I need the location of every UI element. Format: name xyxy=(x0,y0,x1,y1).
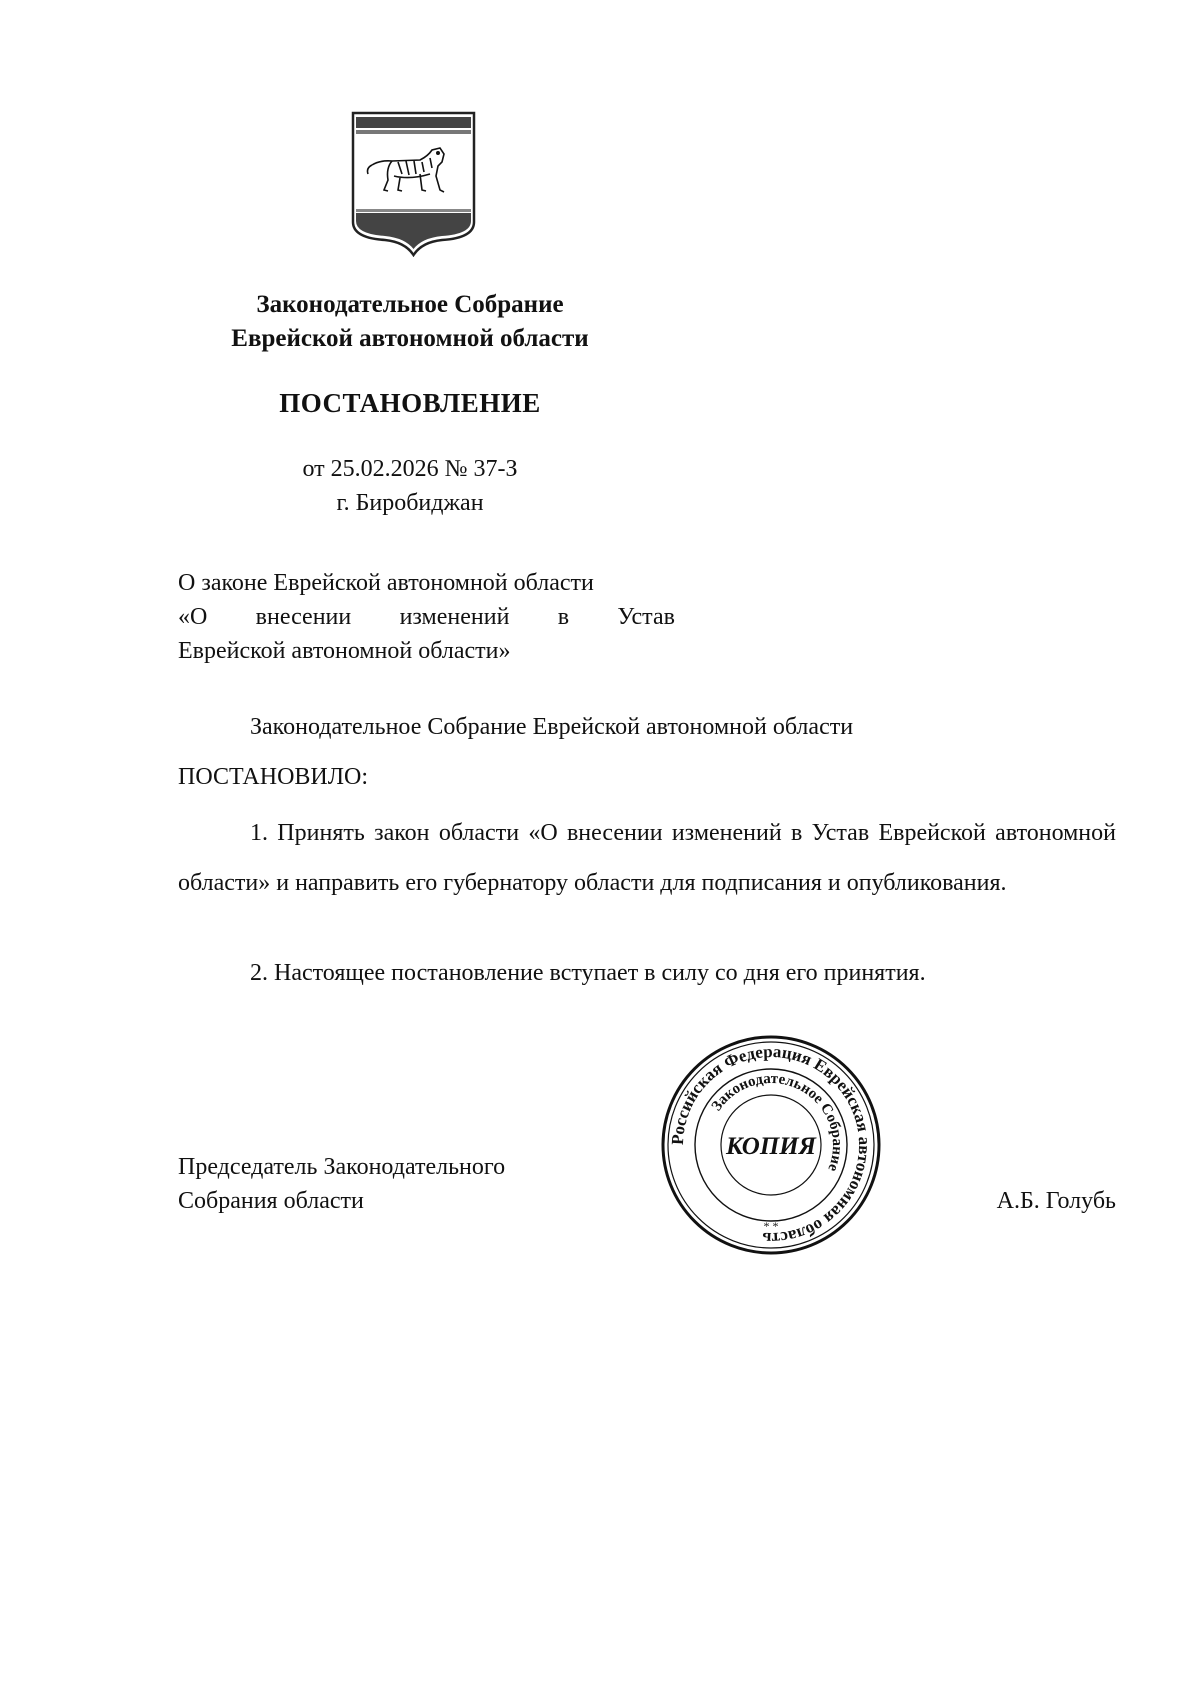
subject-line3: Еврейской автономной области» xyxy=(178,638,511,664)
signatory-position xyxy=(178,1150,598,1218)
stamp-inner-text: Законодательное Собрание xyxy=(708,1070,846,1174)
signatory-position-line2: Собрания области xyxy=(178,1188,364,1214)
subject-word: изменений xyxy=(399,604,510,630)
resolution-item-2: 2. Настоящее постановление вступает в силу со дня его принятия. xyxy=(250,960,926,986)
subject-word: Устав xyxy=(617,604,675,630)
resolution-item-1: 1. Принять закон области «О внесении изменений в Устав Еврейской автономной области» и направить его губернатору области для подписания и опубликования. xyxy=(178,820,1116,896)
document-type: ПОСТАНОВЛЕНИЕ xyxy=(279,388,541,418)
subject-line2 xyxy=(178,600,675,634)
stamp-outer-text: Российская Федерация Еврейская автономная область xyxy=(667,1041,875,1249)
resolution-keyword: ПОСТАНОВИЛО: xyxy=(178,764,369,790)
organization-name-line1: Законодательное Собрание xyxy=(256,291,564,318)
intro-paragraph: Законодательное Собрание Еврейской автономной области xyxy=(250,714,854,740)
signatory-position-line1: Председатель Законодательного xyxy=(178,1154,506,1180)
official-stamp xyxy=(656,1030,886,1260)
stamp-stars: * * xyxy=(763,1219,779,1233)
subject-word: внесении xyxy=(255,604,352,630)
subject-word: в xyxy=(557,604,570,630)
coat-of-arms-icon xyxy=(350,110,477,257)
stamp-center-text: КОПИЯ xyxy=(726,1133,816,1160)
city: г. Биробиджан xyxy=(336,490,484,516)
document-subject xyxy=(178,566,675,668)
subject-line1: О законе Еврейской автономной области xyxy=(178,570,594,596)
date-number: от 25.02.2026 № 37-З xyxy=(302,456,518,482)
organization-name-line2: Еврейской автономной области xyxy=(231,325,589,352)
document-meta xyxy=(170,452,650,520)
subject-word: «О xyxy=(178,604,208,630)
organization-name xyxy=(170,288,650,356)
signatory-name: А.Б. Голубь xyxy=(996,1188,1116,1214)
